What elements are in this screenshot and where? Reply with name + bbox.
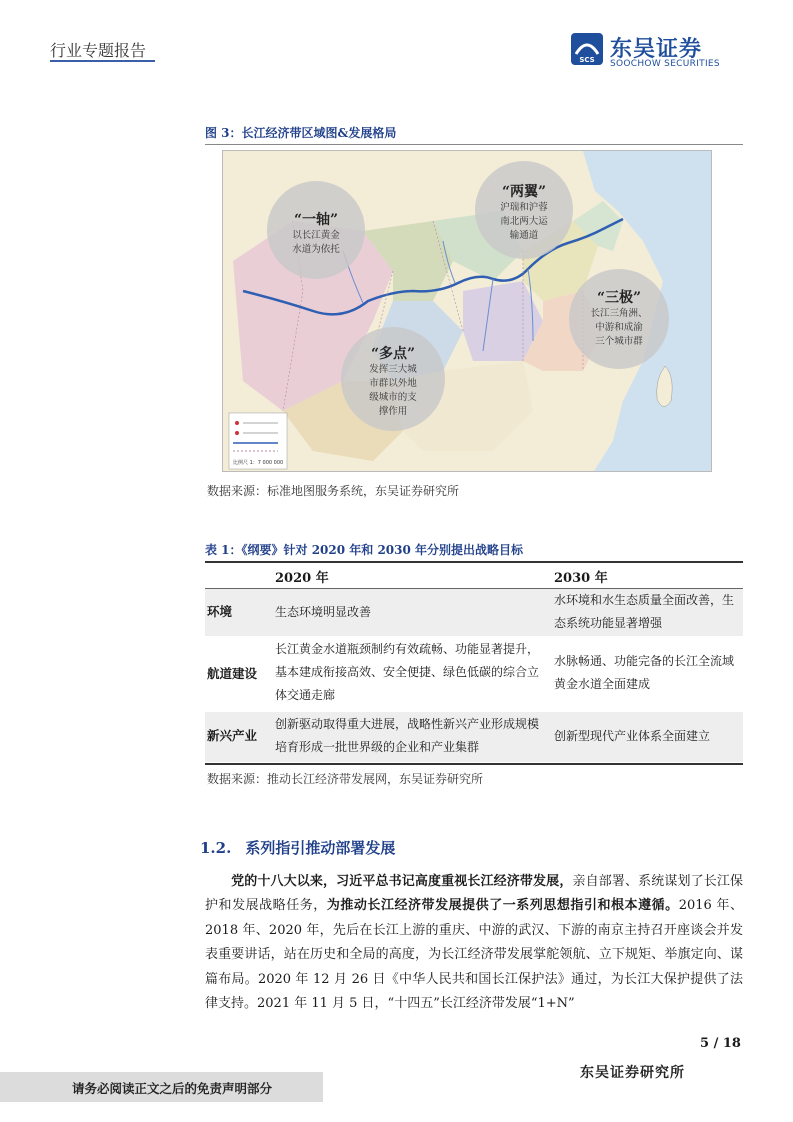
company-logo	[570, 32, 740, 72]
bubble-two-wings-line-3: 输通道	[509, 230, 539, 241]
figure-caption-rule	[205, 144, 743, 145]
row-label-emerging-industry: 新兴产业	[207, 728, 258, 743]
map-scale-label: 比例尺 1：7 000 000	[233, 460, 284, 466]
page-number: 5 / 18	[700, 1036, 741, 1051]
bubble-one-axis	[267, 181, 365, 279]
figure-caption: 图 3：长江经济带区域图&发展格局	[205, 126, 397, 140]
table-row	[205, 712, 743, 762]
bubble-three-poles-line-2: 中游和成渝	[595, 322, 643, 333]
report-type-title: 行业专题报告	[50, 41, 147, 60]
bubble-many-points-line-3: 级城市的支	[369, 392, 417, 403]
cell-2020: 创新驱动取得重大进展，战略性新兴产业形成规模培育形成一批世界级的企业和产业集群	[275, 717, 540, 754]
cell-2030: 水脉畅通、功能完备的长江全流域黄金水道全面建成	[554, 654, 735, 691]
bubble-two-wings	[475, 161, 573, 259]
bubble-many-points-line-1: 发挥三大城	[369, 364, 417, 375]
table-bottom-rule	[205, 763, 743, 765]
row-label-waterway: 航道建设	[207, 666, 258, 681]
bubble-many-points-title: “多点”	[370, 346, 416, 362]
footer-disclaimer: 请务必阅读正文之后的免责声明部分	[72, 1081, 273, 1096]
bubble-two-wings-line-2: 南北两大运	[500, 216, 548, 227]
table-caption: 表 1：《纲要》针对 2020 年和 2030 年分别提出战略目标	[205, 543, 524, 557]
logo-chinese-name: 东吴证券	[610, 37, 703, 62]
section-heading	[200, 837, 395, 858]
figure-source: 数据来源：标准地图服务系统，东吴证券研究所	[207, 484, 460, 498]
table-source: 数据来源：推动长江经济带发展网，东吴证券研究所	[207, 772, 484, 786]
section-title-text: 系列指引推动部署发展	[245, 839, 396, 857]
logo-english-name: SOOCHOW SECURITIES	[610, 59, 720, 69]
footer-institute: 东吴证券研究所	[580, 1065, 685, 1081]
bubble-three-poles-line-1: 长江三角洲、	[590, 308, 648, 319]
para-text-2: 2016 年、2018 年、2020 年，先后在长江上游的重庆、中游的武汉、下游的南京主持召开座谈会并发表重要讲话，站在历史和全局的高度，为长江经济带发展掌舵领航、立下规矩、举旗定向、谋篇布局。2020 年 12 月 26 日《中华人民共和国长江保护法》通过，为长江大保护提供了法律支持。2021 年 11 月 5 日，“十四五”长江经济带发展“1+N”	[205, 898, 743, 1012]
body-paragraph	[205, 870, 743, 1016]
row-label-environment: 环境	[207, 604, 233, 619]
bubble-many-points-line-2: 市群以外地	[369, 378, 417, 389]
section-number: 1.2.	[200, 839, 232, 857]
table-top-rule	[205, 561, 743, 563]
yangtze-economic-belt-map	[222, 150, 712, 472]
bubble-two-wings-title: “两翼”	[501, 184, 547, 200]
bubble-three-poles	[569, 269, 669, 369]
bubble-one-axis-line-1: 以长江黄金	[292, 230, 340, 241]
cell-2020: 生态环境明显改善	[275, 605, 372, 619]
para-bold-2: 为推动长江经济带发展提供了一系列思想指引和根本遵循。	[326, 898, 679, 914]
table-row	[205, 589, 743, 636]
bubble-many-points	[341, 327, 445, 431]
cell-2030: 创新型现代产业体系全面建立	[554, 729, 711, 743]
cell-2020: 长江黄金水道瓶颈制约有效疏畅、功能显著提升，基本建成衔接高效、安全便捷、绿色低碳的综合立体交通走廊	[275, 642, 540, 702]
table-row	[205, 637, 743, 712]
bubble-one-axis-line-2: 水道为依托	[292, 244, 340, 255]
bubble-one-axis-title: “一轴”	[293, 212, 339, 228]
para-text-1: 亲自部署、系统谋划了长江保护和发展战略任务，	[205, 874, 743, 914]
bubble-three-poles-title: “三极”	[596, 290, 642, 306]
table-header-2030: 2030 年	[554, 571, 608, 586]
header-underline	[50, 60, 155, 62]
logo-mark-icon	[570, 32, 604, 66]
bubble-two-wings-line-1: 沪瑞和沪蓉	[500, 202, 548, 213]
table-header-row	[205, 565, 743, 587]
logo-mark-text: SCS	[579, 56, 595, 64]
cell-2030: 水环境和水生态质量全面改善，生态系统功能显著增强	[554, 593, 735, 630]
bubble-many-points-line-4: 撑作用	[378, 406, 408, 417]
para-bold-1: 党的十八大以来，习近平总书记高度重视长江经济带发展，	[231, 874, 573, 889]
bubble-three-poles-line-3: 三个城市群	[595, 336, 643, 347]
table-header-2020: 2020 年	[275, 571, 329, 586]
